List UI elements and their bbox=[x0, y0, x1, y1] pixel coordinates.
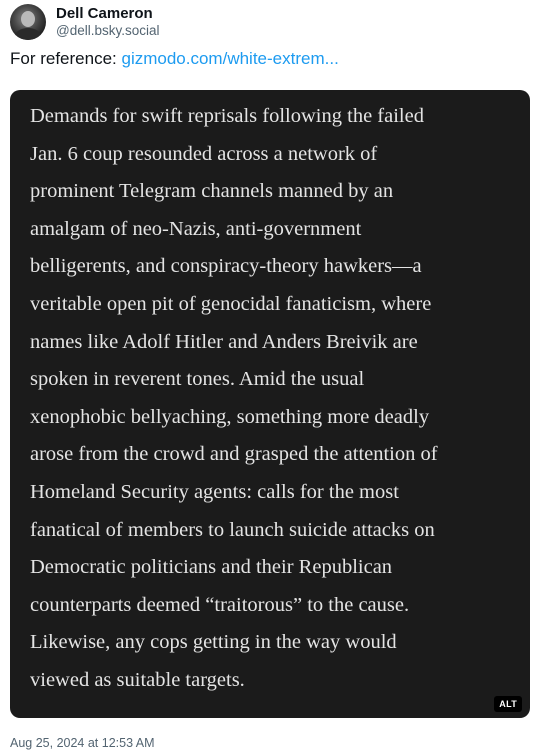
image-text-line: arose from the crowd and grasped the attention of bbox=[30, 443, 438, 466]
image-text-line: belligerents, and conspiracy-theory hawkers—a bbox=[30, 255, 422, 278]
alt-badge[interactable]: ALT bbox=[494, 696, 522, 712]
image-text-line: spoken in reverent tones. Amid the usual bbox=[30, 368, 365, 391]
post-text-prefix: For reference: bbox=[10, 49, 122, 68]
avatar-body bbox=[15, 28, 41, 40]
image-text-line: counterparts deemed “traitorous” to the cause. bbox=[30, 593, 410, 616]
image-text-line: Jan. 6 coup resounded across a network of bbox=[30, 142, 378, 165]
avatar[interactable] bbox=[10, 4, 46, 40]
image-text-line: Likewise, any cops getting in the way would bbox=[30, 631, 397, 654]
avatar-face bbox=[21, 11, 35, 27]
post-text bbox=[10, 49, 339, 69]
post-image[interactable] bbox=[10, 90, 530, 718]
image-text-line: fanatical of members to launch suicide attacks on bbox=[30, 518, 435, 541]
image-text-line: names like Adolf Hitler and Anders Breivik are bbox=[30, 330, 418, 353]
image-text-line: veritable open pit of genocidal fanaticism, where bbox=[30, 292, 432, 315]
author-handle[interactable]: @dell.bsky.social bbox=[56, 23, 160, 38]
author-display-name[interactable]: Dell Cameron bbox=[56, 5, 153, 22]
image-text-line: prominent Telegram channels manned by an bbox=[30, 180, 394, 203]
image-text-block bbox=[30, 98, 524, 700]
image-text-line: Demands for swift reprisals following the failed bbox=[30, 105, 424, 127]
image-text-line: Democratic politicians and their Republican bbox=[30, 556, 393, 579]
image-text-line: xenophobic bellyaching, something more deadly bbox=[30, 405, 430, 428]
image-text-line: Homeland Security agents: calls for the most bbox=[30, 480, 399, 503]
author-names bbox=[56, 5, 160, 39]
image-text-line: viewed as suitable targets. bbox=[30, 668, 245, 691]
post-link[interactable]: gizmodo.com/white-extrem... bbox=[121, 49, 339, 68]
image-text-line: amalgam of neo-Nazis, anti-government bbox=[30, 217, 362, 240]
post-timestamp[interactable]: Aug 25, 2024 at 12:53 AM bbox=[10, 736, 155, 750]
post-header bbox=[10, 2, 160, 42]
